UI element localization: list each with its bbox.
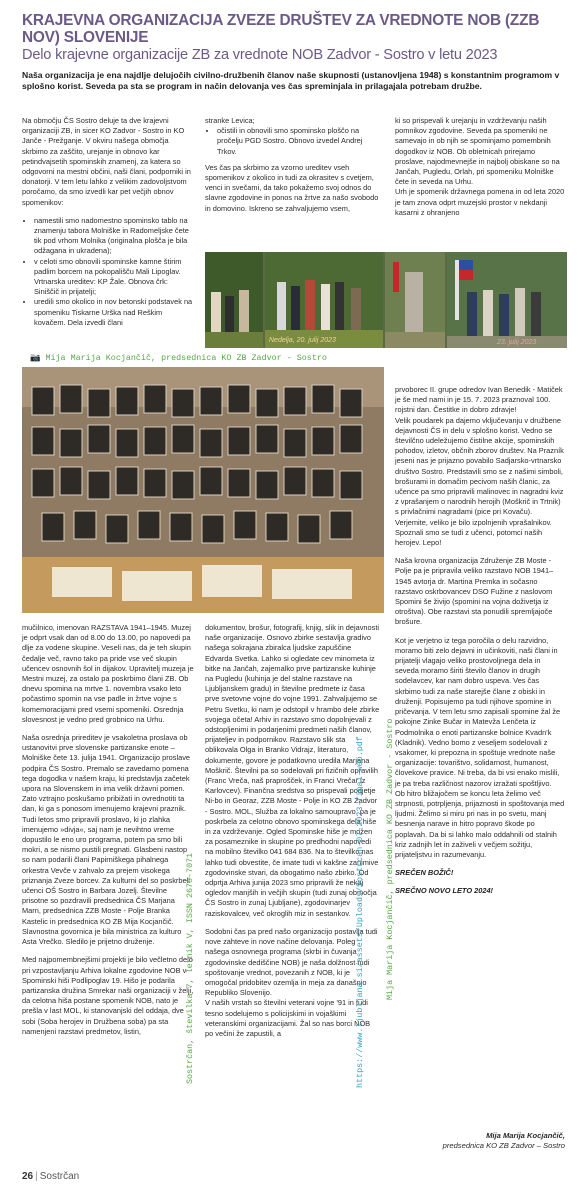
page-number: 26 [22, 1171, 34, 1182]
paragraph: Sodobni čas pa pred našo organizacijo postavlja tudi nove zahteve in nove načine delovanja. Poleg našega osnovnega programa (skrbi in čuvanja zgodovinske dediščine NOB) je naša dolžnost tudi spoštovanje vrednot, povezanih z NOB, ki je omogočal pridobitev ozemlja in meja za današnjo Republiko Slovenijo. [205, 926, 378, 998]
column-1-top [22, 116, 194, 334]
exhibition-photo [22, 367, 384, 613]
monument-list-cont [205, 116, 383, 157]
list-item: stranke Levica; [205, 116, 255, 125]
signature-role: predsednica KO ZB Zadvor – Sostro [442, 1141, 565, 1150]
paragraph: Na območju ČS Sostro deluje ta dve krajevni organizaciji ZB, in sicer KO Zadvor - Sostro in KO Janče - Prežganje. V okviru našega območja skrbimo za zaščito, urejanje in obnovo kar petindvajsetih spominskih znamenj, za katera so odgovorni na mestni občini, naši člani, podporniki in donatorji. V tem letu lahko z velikim zadovoljstvom poročamo, da smo izvedli kar pet večjih obnov spomenikov: [22, 116, 191, 207]
column-3-bottom [395, 385, 565, 905]
list-item: • v celoti smo obnovili spominske kamne štirim padlim borcem na pokopališču Mali Lipoglav. Vrtnarska ureditev: KP Žale. Obnova črk: Siniščič in prijatelji; [34, 257, 194, 298]
url-watermark: https://www.ljubljana.si/assets/Uploads/Sostrcan-07-2023-final-web.pdf [355, 736, 365, 1088]
paragraph: mučilnico, imenovan RAZSTAVA 1941–1945. Muzej je odprt vsak dan od 8.00 do 13.00, po napovedi pa dlje za vodene skupine. Veseli nas, da je teh skupin čedalje več, ravno tako pa pride vse več skupin učencev osnovnih šol in dijakov. Upravitelj muzeja je Mestni muzej, za ostalo pa poskrbimo člani ZB. Ob dnevu spomina na mrtve 1. novembra vsako leto počastimo spomin na vse padle in žrtve vojne s komemoracijami pred vsemi spomeniki. Osrednja slovesnost je vedno pred grobnico na Urhu. [22, 623, 194, 724]
paragraph: Naša krovna organizacija Združenje ZB Moste - Polje pa je pripravila veliko razstavo NOB 1941–1945 avtorja dr. Martina Premka in sočasno razstavo oskrbovancev DSO Fužine z naslovom Spomini še živijo (spomini na vojna doživetja iz otroštva). Obe razstavi sta ponudili spremljajoče brošure. [395, 556, 554, 627]
paragraph: Velik poudarek pa dajemo vključevanju v družbene dejavnosti ČS in delu v splošno korist. Vedno se številčno udeležujemo čistilne akcije, spominskih pohodov, izletov, občnih zborov društev. Na Prazník jeseni nas je prijazno povabilo Sadjarsko-vrtnarsko društvo Sostro. Predstavili smo se z našimi simboli, brošurami in domačim pecivom naših članic, za učence pa smo pripravili malinovec in nagradni kviz z vprašanjem o narodnih herojih (Moškrič in Trtnik) s privlačnimi nagradami (pice pri Kovaču). Verjemite, veliko je bilo izpolnjenih vprašalnikov. Spoznali smo se tudi z učenci, potomci naših herojev. Lepo! [395, 415, 564, 548]
monument-list [22, 216, 194, 328]
greeting-christmas: SREČEN BOŽIČ! [395, 868, 454, 878]
photo-caption [30, 352, 570, 364]
column-1-bottom [22, 623, 194, 1045]
column-3-top [395, 116, 565, 226]
author-watermark: Mija Marija Kocjančič, predsednica KO ZB Zadvor - Sostro [385, 718, 395, 1000]
column-2-bottom [205, 623, 380, 1047]
paragraph: ki so prispevali k urejanju in vzdrževanju naših pomnikov zgodovine. Seveda pa spomeniki ne samevajo in ob njih se spominjamo pomembnih dogodkov iz NOB. Ob obletnicah prirejamo proslave, najodmevnejše in najbolj obiskane so na Jančah, Pugledu, Orlah, pri spomeniku Molniške čete in seveda na Urhu. [395, 116, 560, 187]
exhibition-image [22, 367, 384, 613]
paragraph: dokumentov, brošur, fotografij, knjig, slik in dejavnosti naše organizacije. Osnovo zbirke sestavlja gradivo našega sokrajana zbiralca ljudske zapuščine Edvarda Svetka. Lahko si ogledate cev minometa iz bitke na Jančah, zajemalko prve partizanske kuhinje na Pugledu (kuhinja je del stalne razstave na Ljubljanskem gradu) in številne predmete iz časa prve svetovne vojne do vojne 1991. Zahvaljujemo se Petru Svetku, ki nam je odstopil v hrambo dele zbirke svojega očeta! Arhiv in razstavo smo dopolnjevali z odstopljenimi in podarjenimi predmeti naših članov, prijateljev in podpornikov. Razstavo slik sta oblikovala Olga in Branko Vidrajz, literaturo, dokumente, govore je podatkovno uredila Marjana Moškrič. Številni pa so sodelovali pri fizičnih opravilih (Franc Vreča, naš praprošček, in Franci Vrečar iz Karlovcev). Finančna sredstva so prispevali podjetje Ni-bo in Georaz, ZZB Moste - Polje in KO ZB Zadvor - Sostro. MOL, Služba za lokalno samoupravo, pa je poskrbela za celotno obnovo spominskega dela hiše in za vzdrževanje. Ogled Spominske hiše je možen za posameznike in skupine po predhodni napovedi na mobilno številko 041 684 836. Na to številko nas lahko tudi obvestite, če imate tudi vi kakšne zanimive zgodovinske stvari, da obogatimo našo zbirko. Od odprtja Arhiva junija 2023 smo pripravili že nekaj ogledov manjših in večjih skupin (tudi zunaj območja ČS Sostro in zunaj Ljubljane), zgodovinarjev raziskovalcev, več okroglih miz in sestankov. [205, 623, 380, 918]
paragraph: Urh je spomenik državnega pomena in od leta 2020 je tam znova odprt muzejski prostor v nekdanji kasarni z ohranjeno [395, 187, 565, 217]
page-footer [22, 1171, 79, 1182]
paragraph: prvoborec II. grupe odredov Ivan Benedik - Matiček je še med nami in je 15. 7. 2023 praznoval 100. rojstni dan. Čestitke in dobro zdravje! [395, 385, 563, 415]
paragraph: Ob hitro bližajočem se koncu leta želimo več strpnosti, potrpljenja, prijaznosti in spoštovanja med ljudmi. Želimo si miru pri nas in po svetu, manj besnenja narave in hitro popravo škode po poplavah. Da bi si lahko malo oddahnili od stalnih kriz zadnjih let in zaživeli v večjem sožitju, prijateljstvu in razumevanju. [395, 788, 565, 859]
photo-date-stamp: Nedelja, 20. julij 2023 [269, 337, 336, 344]
ceremony-photos [205, 252, 567, 348]
magazine-name: Sostrčan [39, 1171, 80, 1182]
list-item: • uredili smo okolico in nov betonski podstavek na spomeniku Tiskarne Urška nad Reškim kovačem. Dela izvedli člani [34, 297, 194, 328]
list-item: • očistili in obnovili smo spominsko ploščo na pročelju PGD Sostro. Obnovo izvedel Andrej Trkov. [217, 126, 383, 157]
ceremony-photo-collage [205, 252, 567, 348]
greeting-new-year: SREČNO NOVO LETO 2024! [395, 886, 494, 896]
paragraph: Ves čas pa skrbimo za vzorno ureditev vseh spomenikov z okolico in tudi za okrasitev s cvetjem, venci in svečami, da tako pokažemo svoj odnos do slavne zgodovine in ponos na žrtve za našo svobodo in domovino. Iskreno se zahvaljujemo vsem, [205, 162, 379, 213]
paragraph: Med najpomembnejšimi projekti je bilo večletno delo pri vzpostavljanju Arhiva lokalne zgodovine NOB v Spominski hiši Podlipoglav 19. Hišo je podarila partizanska družina Smrekar naši organizaciji v želji, da celotna hiša postane spomenik NOB, nato je prešla v last MOL, ki stanovanjski del oddaja, dve sobi (Soba herojev in Družbena soba) pa sta namenjeni razstavi predmetov, listin, [22, 955, 194, 1036]
issn-watermark: Sostrčan, številka 7, letnik V, ISSN 2670-7071 [185, 852, 195, 1084]
paragraph: V naših vrstah so številni veterani vojne '91 in tudi tesno sodelujemo s policijskimi in vojaškimi veteranskimi organizacijami. Žal so nas borci NOB po večini že zapustili, a [205, 998, 371, 1038]
caption-text: Mija Marija Kocjančič, predsednica KO ZB Zadvor - Sostro [45, 353, 327, 363]
camera-icon: 📷 [30, 353, 46, 363]
photo-date-stamp: 23. julij 2023 [497, 339, 537, 346]
article-subtitle: Delo krajevne organizacije ZB za vrednote NOB Zadvor - Sostro v letu 2023 [22, 47, 498, 63]
signature-name: Mija Marija Kocjančič, [486, 1131, 565, 1140]
list-item: • namestili smo nadomestno spominsko tablo na znamenju tabora Molniške in Radomeljske čete tik pod vrhom Molnika (originalna plošča je bila odžagana in ukradena); [34, 216, 194, 257]
paragraph: Naša osrednja prireditev je vsakoletna proslava ob ustanovitvi prve slovenske partizanske enote – Molniške čete 13. julija 1941. Organizacijo proslave podpira ČS Sostro. Premalo se zavedamo pomena tega dogodka v našem kraju, ki predstavlja začetek upora na Slovenskem in ima velik državni pomen. Zato vztrajno poskušamo pribižati in ovrednotiti ta dan, ki ga s ponosom imenujemo krajevni praznik. Tudi letos smo pripravili proslavo, ki jo zlahka imenujemo »divja«, saj nam je nevihtno vreme dopustilo le eno uro programa, potem pa smo bili mokri, a se nismo pustili pregnati. Glasbeni nastop so nam podarili člani Papirniškega pihalnega orkestra Vevče v zahvalo za prejem visokega priznanja Zveze borcev. Za kulturni del so poskrbeli učenci OŠ Sostro in Barbara Jozelj. Številne prisotne so pozdravili predsednica ČS Marjana Marn, predsednica ZZB Moste - Polje Branka Kastelic in predsednica KO ZB Mija Kocjančič. Slavnostna govornica je bila ministrica za kulturo Asta Vrečko. Sledilo je prijetno druženje. [22, 733, 191, 947]
signature [395, 1131, 565, 1151]
article-title: KRAJEVNA ORGANIZACIJA ZVEZE DRUŠTEV ZA VREDNOTE NOB (ZZB NOV) SLOVENIJE [22, 12, 540, 46]
footer-separator: | [35, 1171, 38, 1182]
paragraph: Kot je verjetno iz tega poročila o delu razvidno, moramo biti zelo dejavni in učinkoviti, naši člani in prijatelji vlagajo veliko prostovoljnega dela in seveda moramo širiti število članov in drugih sodelavcev, kar nam dobro uspeva. Ves čas skrbimo tudi za naše starejše člane z obiski in druženji. Popisujemo pa tudi njihove spomine in pričevanja. V tem letu smo zapisali spomine žal že pokojne Zinke Bučar in Matevža Lenčeta iz Podmolnika o enoti partizanske bolnice Kvadn'k (Kladnik). Vedno bomo z veseljem sodelovali z vsakomer, ki prepozna in spoštuje vrednote naše organizacije: tovarištvo, solidarnost, humanost, človekove pravice. Ni treba, da bi vsi enako mislili, je pa treba različnost nazorov izražati spoštljivo. [395, 635, 561, 788]
column-2-top [205, 116, 383, 222]
article-lead: Naša organizacija je ena najdlje delujočih civilno-družbenih članov naše skupnosti (ustanovljena 1948) s konstantnim programom v splošno korist. Seveda pa sta se program in način delovanja ves čas spreminjala in prilagajala potrebam družbe. [22, 70, 560, 91]
